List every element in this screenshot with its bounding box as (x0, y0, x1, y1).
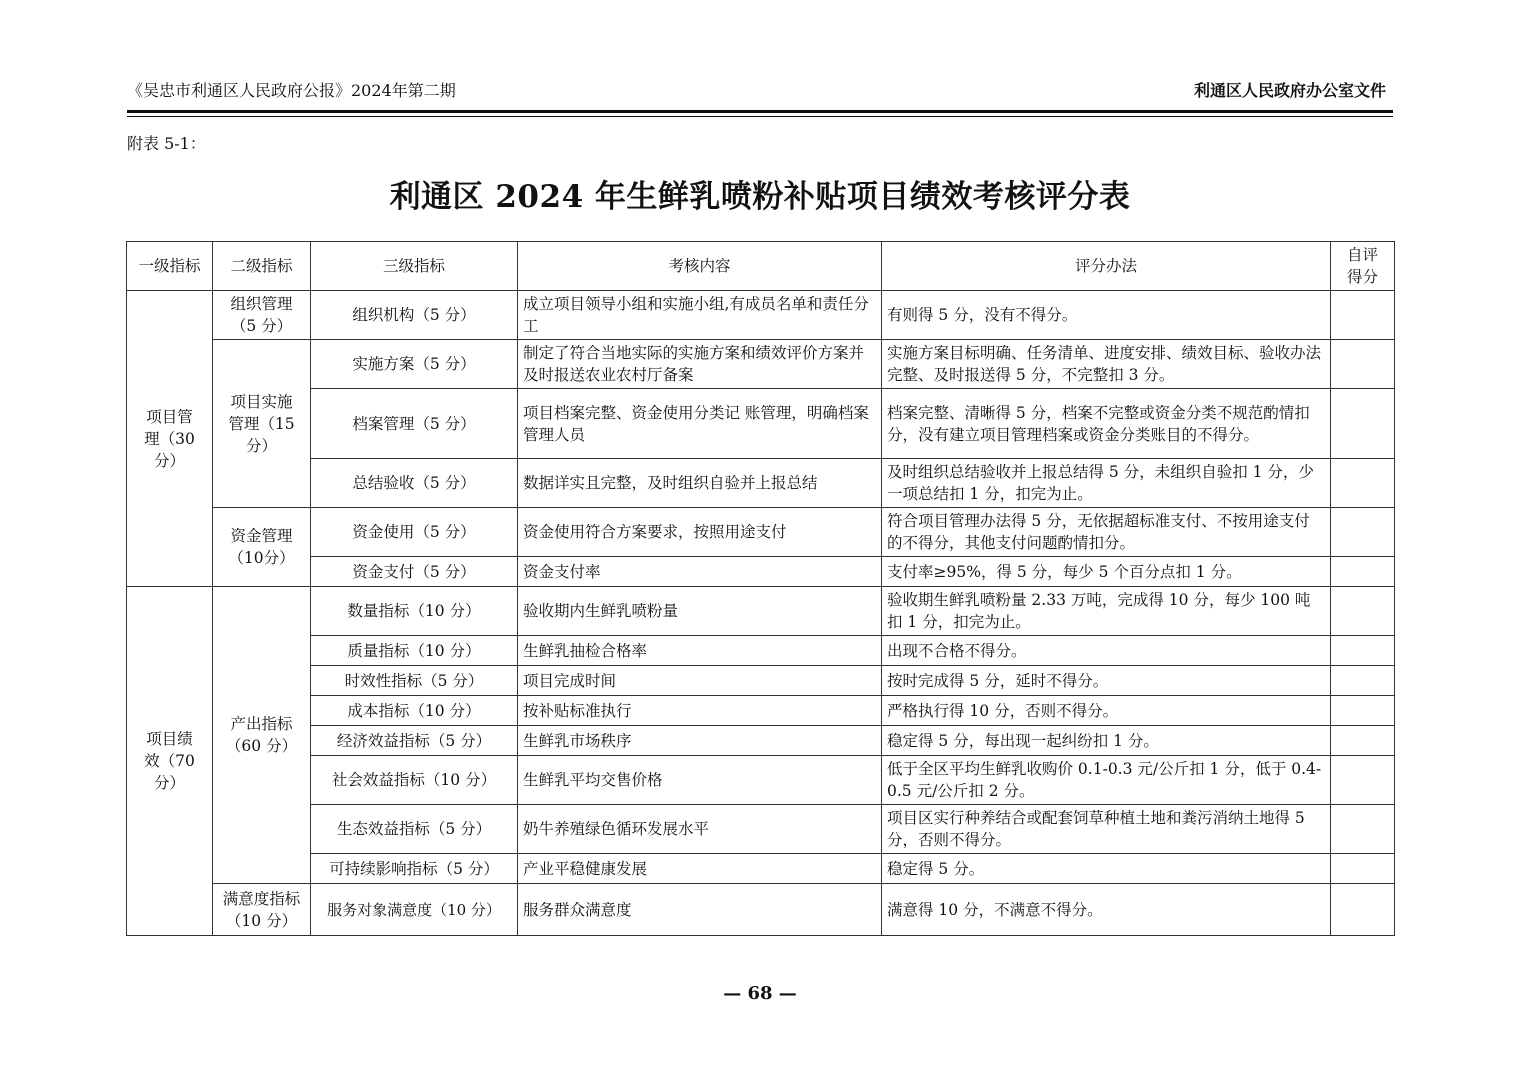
level3-indicator: 经济效益指标（5 分） (311, 726, 518, 756)
level3-indicator: 档案管理（5 分） (311, 389, 518, 459)
self-score-cell (1331, 459, 1395, 508)
self-score-cell (1331, 696, 1395, 726)
scoring-method: 实施方案目标明确、任务清单、进度安排、绩效目标、验收办法完整、及时报送得 5 分，不完整扣 3 分。 (882, 340, 1331, 389)
scoring-method: 有则得 5 分，没有不得分。 (882, 291, 1331, 340)
level2-satisfaction: 满意度指标（10 分） (213, 884, 311, 936)
bulletin-header: 《吴忠市利通区人民政府公报》2024年第二期 (127, 81, 456, 100)
level1-project-performance: 项目绩效（70分） (127, 587, 213, 936)
level3-indicator: 数量指标（10 分） (311, 587, 518, 636)
self-score-cell (1331, 756, 1395, 805)
header-rule-thin (127, 116, 1393, 117)
level3-indicator: 总结验收（5 分） (311, 459, 518, 508)
scoring-method: 及时组织总结验收并上报总结得 5 分，未组织自验扣 1 分，少一项总结扣 1 分，扣完为止。 (882, 459, 1331, 508)
scoring-method: 低于全区平均生鲜乳收购价 0.1-0.3 元/公斤扣 1 分，低于 0.4-0.5 元/公斤扣 2 分。 (882, 756, 1331, 805)
level3-indicator: 生态效益指标（5 分） (311, 805, 518, 854)
table-row (127, 696, 1395, 726)
office-file-header: 利通区人民政府办公室文件 (1193, 81, 1386, 100)
table-header-row (127, 242, 1395, 291)
self-score-cell (1331, 389, 1395, 459)
assessment-content: 项目完成时间 (518, 666, 882, 696)
level3-indicator: 组织机构（5 分） (311, 291, 518, 340)
scoring-method: 验收期生鲜乳喷粉量 2.33 万吨，完成得 10 分，每少 100 吨扣 1 分，扣完为止。 (882, 587, 1331, 636)
page-title: 利通区 2024 年生鲜乳喷粉补贴项目绩效考核评分表 (389, 179, 1131, 215)
scoring-method: 出现不合格不得分。 (882, 636, 1331, 666)
scoring-method: 支付率≥95%，得 5 分，每少 5 个百分点扣 1 分。 (882, 557, 1331, 587)
self-score-cell (1331, 340, 1395, 389)
self-score-cell (1331, 508, 1395, 557)
table-row (127, 726, 1395, 756)
scoring-method: 档案完整、清晰得 5 分，档案不完整或资金分类不规范酌情扣分，没有建立项目管理档案或资金分类账目的不得分。 (882, 389, 1331, 459)
assessment-content: 数据详实且完整，及时组织自验并上报总结 (518, 459, 882, 508)
appendix-label: 附表 5-1： (127, 134, 206, 153)
header-level2: 二级指标 (213, 242, 311, 291)
level3-indicator: 社会效益指标（10 分） (311, 756, 518, 805)
table-row (127, 389, 1395, 459)
scoring-method: 满意得 10 分，不满意不得分。 (882, 884, 1331, 936)
level3-indicator: 质量指标（10 分） (311, 636, 518, 666)
self-score-cell (1331, 726, 1395, 756)
level2-organization: 组织管理（5 分） (213, 291, 311, 340)
table-row (127, 508, 1395, 557)
self-score-cell (1331, 636, 1395, 666)
assessment-content: 成立项目领导小组和实施小组,有成员名单和责任分工 (518, 291, 882, 340)
level2-fund-management: 资金管理（10分） (213, 508, 311, 587)
level1-project-management: 项目管理（30分） (127, 291, 213, 587)
level2-output: 产出指标（60 分） (213, 587, 311, 884)
assessment-content: 生鲜乳抽检合格率 (518, 636, 882, 666)
header-level3: 三级指标 (311, 242, 518, 291)
level3-indicator: 资金支付（5 分） (311, 557, 518, 587)
header-content: 考核内容 (518, 242, 882, 291)
scoring-method: 稳定得 5 分。 (882, 854, 1331, 884)
scoring-method: 严格执行得 10 分，否则不得分。 (882, 696, 1331, 726)
table-row (127, 459, 1395, 508)
table-row (127, 756, 1395, 805)
header-self-score: 自评得分 (1331, 242, 1395, 291)
level3-indicator: 服务对象满意度（10 分） (311, 884, 518, 936)
scoring-method: 按时完成得 5 分，延时不得分。 (882, 666, 1331, 696)
self-score-cell (1331, 666, 1395, 696)
self-score-cell (1331, 805, 1395, 854)
page-number: — 68 — (723, 983, 797, 1004)
table-row (127, 557, 1395, 587)
table-row (127, 805, 1395, 854)
header-method: 评分办法 (882, 242, 1331, 291)
level3-indicator: 成本指标（10 分） (311, 696, 518, 726)
assessment-content: 资金支付率 (518, 557, 882, 587)
assessment-content: 验收期内生鲜乳喷粉量 (518, 587, 882, 636)
table-row (127, 854, 1395, 884)
level2-implementation: 项目实施管理（15 分） (213, 340, 311, 508)
self-score-cell (1331, 291, 1395, 340)
table-row (127, 340, 1395, 389)
assessment-content: 奶牛养殖绿色循环发展水平 (518, 805, 882, 854)
scoring-method: 稳定得 5 分，每出现一起纠纷扣 1 分。 (882, 726, 1331, 756)
self-score-cell (1331, 884, 1395, 936)
assessment-content: 制定了符合当地实际的实施方案和绩效评价方案并及时报送农业农村厅备案 (518, 340, 882, 389)
assessment-content: 生鲜乳市场秩序 (518, 726, 882, 756)
score-table (126, 241, 1395, 936)
assessment-content: 生鲜乳平均交售价格 (518, 756, 882, 805)
table-row (127, 636, 1395, 666)
scoring-method: 项目区实行种养结合或配套饲草种植土地和粪污消纳土地得 5 分，否则不得分。 (882, 805, 1331, 854)
header-rule-thick (127, 110, 1393, 113)
level3-indicator: 可持续影响指标（5 分） (311, 854, 518, 884)
assessment-content: 按补贴标准执行 (518, 696, 882, 726)
self-score-cell (1331, 557, 1395, 587)
assessment-content: 项目档案完整、资金使用分类记 账管理，明确档案管理人员 (518, 389, 882, 459)
table-row (127, 291, 1395, 340)
assessment-content: 资金使用符合方案要求，按照用途支付 (518, 508, 882, 557)
header-level1: 一级指标 (127, 242, 213, 291)
scoring-method: 符合项目管理办法得 5 分，无依据超标准支付、不按用途支付的不得分，其他支付问题酌情扣分。 (882, 508, 1331, 557)
table-row (127, 884, 1395, 936)
table-row (127, 587, 1395, 636)
level3-indicator: 实施方案（5 分） (311, 340, 518, 389)
assessment-content: 服务群众满意度 (518, 884, 882, 936)
self-score-cell (1331, 587, 1395, 636)
table-row (127, 666, 1395, 696)
level3-indicator: 时效性指标（5 分） (311, 666, 518, 696)
self-score-cell (1331, 854, 1395, 884)
assessment-content: 产业平稳健康发展 (518, 854, 882, 884)
level3-indicator: 资金使用（5 分） (311, 508, 518, 557)
